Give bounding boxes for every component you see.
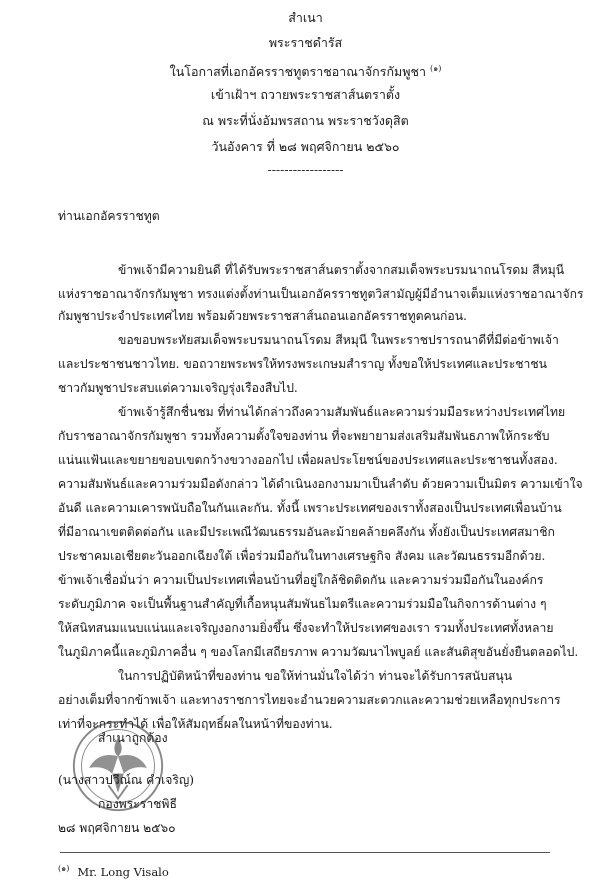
body-line: กัมพูชาประจำประเทศไทย พร้อมด้วยพระราชสาส์นถอนเอกอัครราชทูตคนก่อน. [58,309,467,323]
body-line: อันดี และความเคารพนับถือในกันและกัน. ทั้งนี้ เพราะประเทศของเราทั้งสองเป็นประเทศเพื่อนบ้าน [58,501,562,515]
body-line: เท่าที่จะกระทำได้ เพื่อให้สัมฤทธิ์ผลในหน้าที่ของท่าน. [58,717,333,731]
certified-copy-label: สำเนาถูกต้อง [98,731,168,745]
salutation: ท่านเอกอัครราชทูต [58,209,160,223]
footnote-text: Mr. Long Visalo [77,864,169,879]
body-line: แน่นแฟ้นและขยายขอบเขตกว้างขวางออกไป เพื่อผลประโยชน์ของประเทศและประชาชนทั้งสอง. [58,453,558,467]
footnote-divider [60,852,550,853]
body-line: ที่มีอาณาเขตติดต่อกัน และมีประเพณีวัฒนธรรมอันละม้ายคล้ายคลึงกัน ทั้งยังเป็นประเทศสมาชิก [58,525,555,539]
body-line: ข้าพเจ้ามีความยินดี ที่ได้รับพระราชสาส์นตราตั้งจากสมเด็จพระบรมนาถนโรดม สีหมุนี [118,263,565,277]
doc-header-occasion [0,61,611,80]
footnote-ref-mark: (๑) [430,64,442,73]
body-line: ให้สนิทสนมแนบแน่นและเจริญงอกงามยิ่งขึ้น ซึ่งจะทำให้ประเทศของเรา รวมทั้งประเทศทั้งหลาย [58,621,554,635]
body-line: ขอขอบพระทัยสมเด็จพระบรมนาถนโรดม สีหมุนี ในพระราชปรารถนาดีที่มีต่อข้าพเจ้า [118,333,559,347]
body-line: ความสัมพันธ์และความร่วมมือดังกล่าว ได้ดำเนินงอกงามมาเป็นลำดับ ด้วยความเป็นมิตร ความเข้าใจ [58,477,583,491]
body-line: ในการปฏิบัติหน้าที่ของท่าน ขอให้ท่านมั่นใจได้ว่า ท่านจะได้รับการสนับสนุน [118,669,513,683]
body-line: ข้าพเจ้ารู้สึกชื่นชม ที่ท่านได้กล่าวถึงความสัมพันธ์และความร่วมมือระหว่างประเทศไทย [118,405,566,419]
certifier-name: (นางสาวปวีณ์ณ คำเจริญ) [58,773,195,787]
body-line: ชาวกัมพูชาประสบแต่ความเจริญรุ่งเรืองสืบไป. [58,381,298,395]
footnote-mark: (๑) [58,864,70,873]
body-line: ในภูมิภาคนี้และภูมิภาคอื่น ๆ ของโลกมีเสถียรภาพ ความวัฒนาไพบูลย์ และสันติสุขอันยั่งยืนตลอดไป. [58,645,579,659]
footnote [58,862,169,879]
doc-header-audience: เข้าเฝ้าฯ ถวายพระราชสาส์นตราตั้ง [210,87,401,102]
certifier-office: กองพระราชพิธี [98,797,177,811]
header-separator: ------------------ [267,162,344,177]
doc-header-date: วันอังคาร ที่ ๒๘ พฤศจิกายน ๒๕๖๐ [211,139,400,154]
doc-header-occasion-text: ในโอกาสที่เอกอัครราชทูตราชอาณาจักรกัมพูชา [169,64,427,80]
body-line: ข้าพเจ้าเชื่อมั่นว่า ความเป็นประเทศเพื่อนบ้านที่อยู่ใกล้ชิดติดกัน และความร่วมมือกันในองค์กร [58,573,544,587]
body-line: และประชาชนชาวไทย. ขอถวายพระพรให้ทรงพระเกษมสำราญ ทั้งขอให้ประเทศและประชาชน [58,357,547,371]
body-line: ระดับภูมิภาค จะเป็นพื้นฐานสำคัญที่เกื้อหนุนสัมพันธไมตรีและความร่วมมือในกิจการด้านต่าง ๆ [58,597,547,611]
certification-date: ๒๘ พฤศจิกายน ๒๕๖๐ [58,821,176,835]
body-line: แห่งราชอาณาจักรกัมพูชา ทรงแต่งตั้งท่านเป็นเอกอัครราชทูตวิสามัญผู้มีอำนาจเต็มแห่งราชอาณาจักร [58,287,584,301]
body-line: ประชาคมเอเชียตะวันออกเฉียงใต้ เพื่อร่วมมือกันในทางเศรษฐกิจ สังคม และวัฒนธรรมอีกด้วย. [58,549,546,563]
doc-header-copy-label: สำเนา [288,10,323,25]
body-line: กับราชอาณาจักรกัมพูชา รวมทั้งความตั้งใจของท่าน ที่จะพยายามส่งเสริมสัมพันธภาพให้กระชับ [58,429,550,443]
doc-header-title: พระราชดำรัส [268,35,343,50]
doc-header-venue: ณ พระที่นั่งอัมพรสถาน พระราชวังดุสิต [202,113,409,128]
body-line: อย่างเต็มที่จากข้าพเจ้า และทางราชการไทยจะอำนวยความสะดวกและความช่วยเหลือทุกประการ [58,693,561,707]
